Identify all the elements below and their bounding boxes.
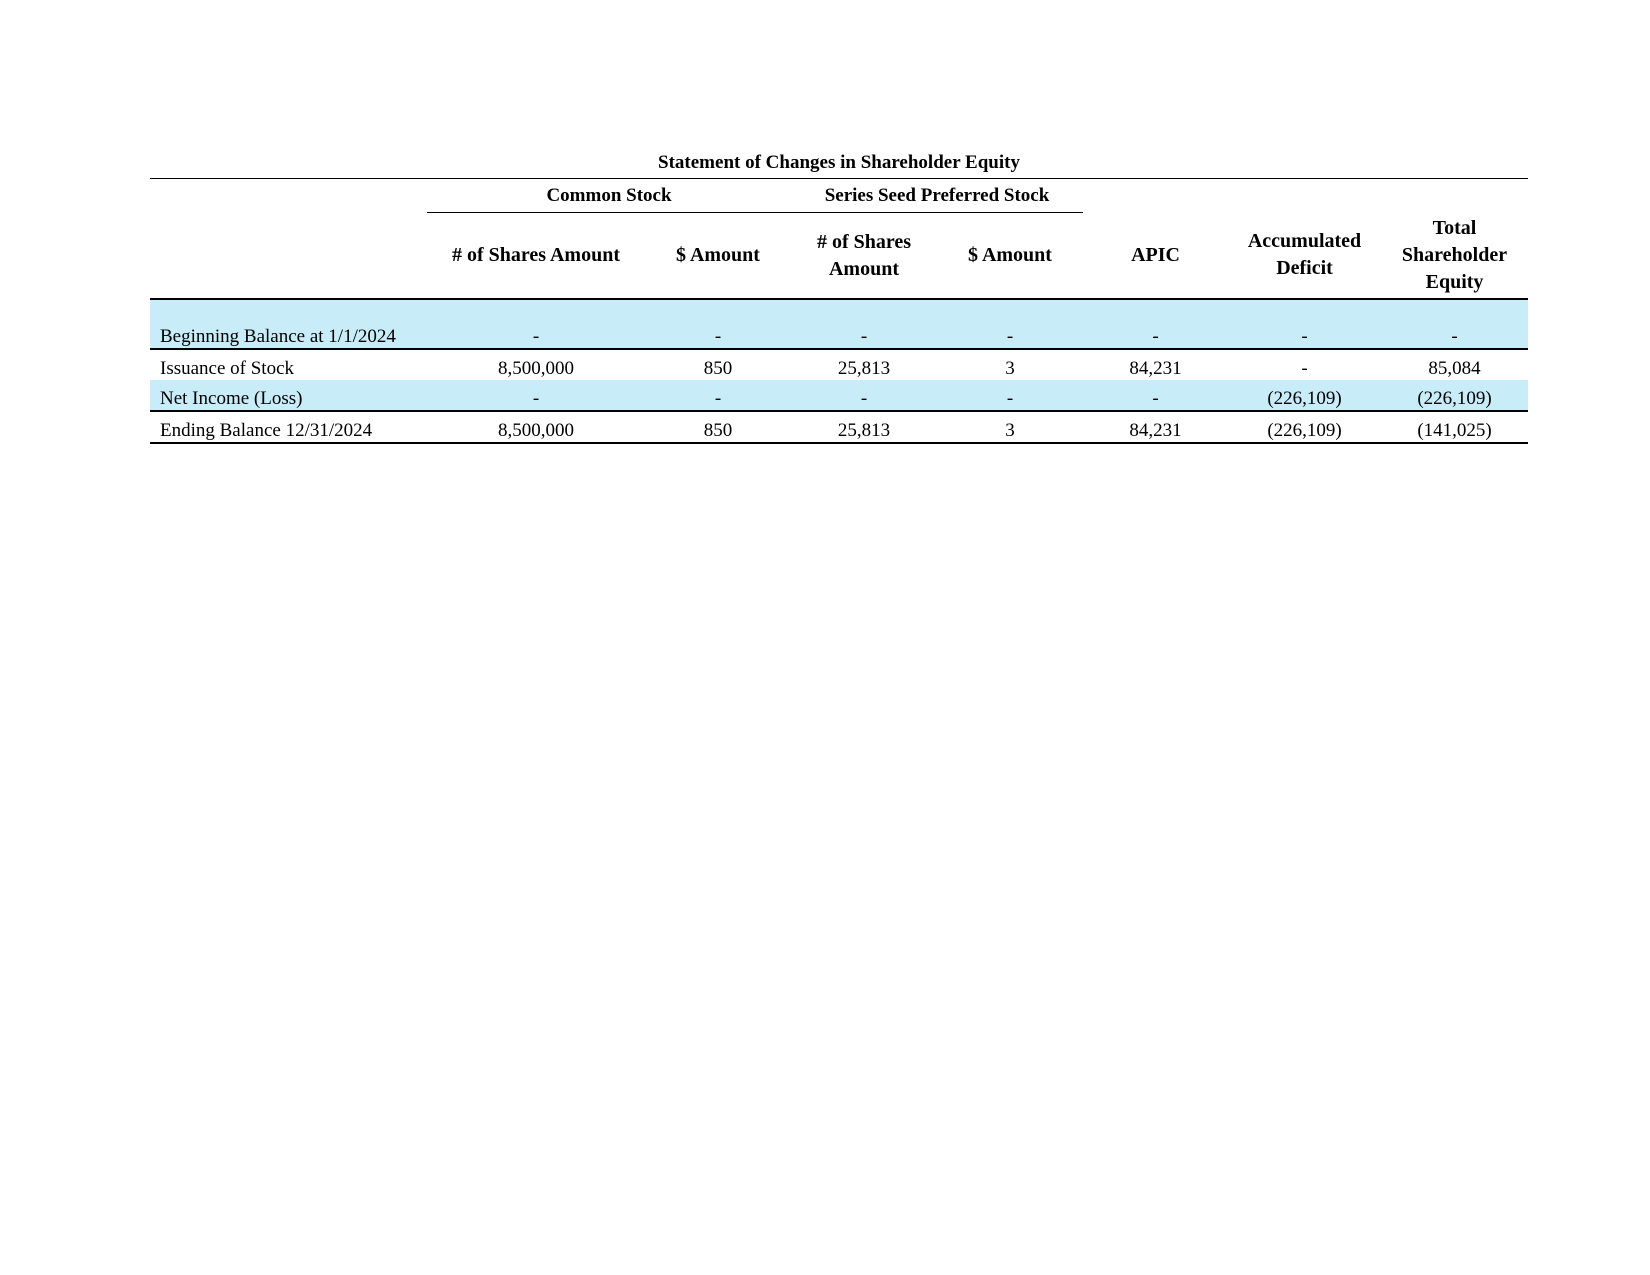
row-label: Issuance of Stock — [160, 358, 295, 379]
cell-value: 3 — [1005, 358, 1015, 379]
header-common-amount: $ Amount — [645, 213, 791, 300]
group-common-stock: Common Stock — [427, 179, 791, 213]
header-label-blank — [150, 213, 427, 300]
table-row — [150, 380, 1528, 411]
cell-value: 25,813 — [791, 411, 937, 443]
cell-value: - — [1083, 299, 1228, 349]
cell-value: 84,231 — [1129, 358, 1182, 379]
row-label: Beginning Balance at 1/1/2024 — [150, 299, 427, 349]
header-apic: APIC — [1083, 213, 1228, 300]
cell-value: 85,084 — [1428, 358, 1481, 379]
cell-value: (226,109) — [1228, 380, 1381, 411]
cell-value: 850 — [645, 411, 791, 443]
cell-value: - — [791, 380, 937, 411]
cell-value: - — [645, 380, 791, 411]
equity-statement — [150, 150, 1528, 444]
table-row — [150, 299, 1528, 349]
cell-value: 3 — [937, 411, 1083, 443]
cell-value: - — [791, 299, 937, 349]
cell-value: 84,231 — [1083, 411, 1228, 443]
header-accumulated-deficit: Accumulated Deficit — [1228, 213, 1381, 300]
statement-title: Statement of Changes in Shareholder Equity — [150, 150, 1528, 179]
cell-value: 25,813 — [837, 358, 891, 379]
cell-value: - — [937, 380, 1083, 411]
cell-value: (226,109) — [1228, 411, 1381, 443]
cell-value: (226,109) — [1381, 380, 1528, 411]
cell-value: - — [1228, 299, 1381, 349]
cell-value: 8,500,000 — [427, 411, 645, 443]
group-header-row — [150, 179, 1528, 213]
cell-value: - — [427, 299, 645, 349]
cell-value: 8,500,000 — [498, 358, 574, 379]
cell-value: - — [1301, 358, 1308, 379]
header-total-equity: Total Shareholder Equity — [1381, 213, 1528, 300]
cell-value: (141,025) — [1381, 411, 1528, 443]
equity-table — [150, 179, 1528, 444]
header-common-shares: # of Shares Amount — [427, 213, 645, 300]
column-header-row — [150, 213, 1528, 300]
cell-value: 850 — [703, 358, 733, 379]
header-seed-shares: # of Shares Amount — [791, 213, 937, 300]
table-row — [150, 411, 1528, 443]
cell-value: - — [937, 299, 1083, 349]
cell-value: - — [427, 380, 645, 411]
row-label: Ending Balance 12/31/2024 — [150, 411, 427, 443]
table-row — [150, 349, 1528, 380]
cell-value: - — [1381, 299, 1528, 349]
cell-value: - — [645, 299, 791, 349]
row-label: Net Income (Loss) — [150, 380, 427, 411]
header-seed-amount: $ Amount — [937, 213, 1083, 300]
cell-value: - — [1083, 380, 1228, 411]
group-series-seed: Series Seed Preferred Stock — [791, 179, 1083, 213]
